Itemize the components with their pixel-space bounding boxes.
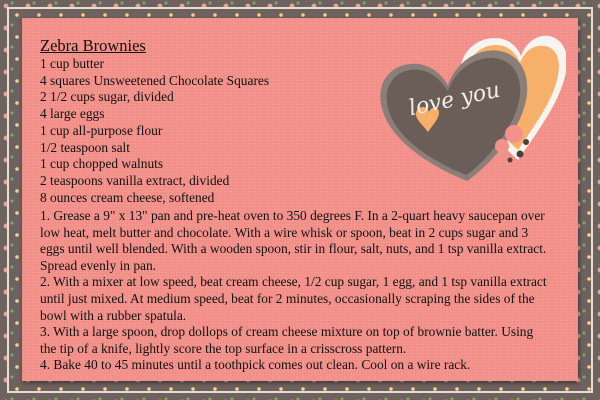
instructions-block xyxy=(40,208,552,374)
instruction-step: 2. With a mixer at low speed, beat cream cheese, 1/2 cup sugar, 1 egg, and 1 tsp vanilla extract until just mixed. At medium speed, beat for 2 minutes, occasionally scraping the sides of the bowl with a rubber spatula. xyxy=(40,274,547,323)
recipe-title: Zebra Brownies xyxy=(40,36,146,55)
ingredient-item: 1/2 teaspoon salt xyxy=(40,139,131,155)
ingredient-item: 1 cup all-purpose flour xyxy=(40,122,163,138)
instruction-step: 3. With a large spoon, drop dollops of cream cheese mixture on top of brownie batter. Using the tip of a knife, lightly score the top surface in a crisscross pattern. xyxy=(40,324,534,356)
instruction-step: 4. Bake 40 to 45 minutes until a toothpick comes out clean. Cool on a wire rack. xyxy=(40,357,471,373)
chocolate-heart-icon xyxy=(376,46,539,190)
instruction-step: 1. Grease a 9" x 13" pan and pre-heat oven to 350 degrees F. In a 2-quart heavy saucepan over low heat, melt butter and chocolate. With a wire whisk or spoon, beat in 2 cups sugar and 3 eggs until well blended. With a wooden spoon, stir in flour, salt, nuts, and 1 tsp vanilla extract. Spread evenly in pan. xyxy=(40,208,547,273)
ingredient-item: 4 large eggs xyxy=(40,106,105,122)
ingredient-item: 2 teaspoons vanilla extract, divided xyxy=(40,172,230,188)
ingredient-item: 1 cup chopped walnuts xyxy=(40,156,164,172)
ingredient-item: 1 cup butter xyxy=(40,56,104,71)
ingredient-item: 2 1/2 cups sugar, divided xyxy=(40,89,174,105)
ingredient-item: 8 ounces cream cheese, softened xyxy=(40,189,215,205)
heart-love-you-text: love you xyxy=(406,77,503,122)
ingredient-item: 4 squares Unsweetened Chocolate Squares xyxy=(40,72,270,88)
love-you-hearts-decoration xyxy=(376,14,566,190)
